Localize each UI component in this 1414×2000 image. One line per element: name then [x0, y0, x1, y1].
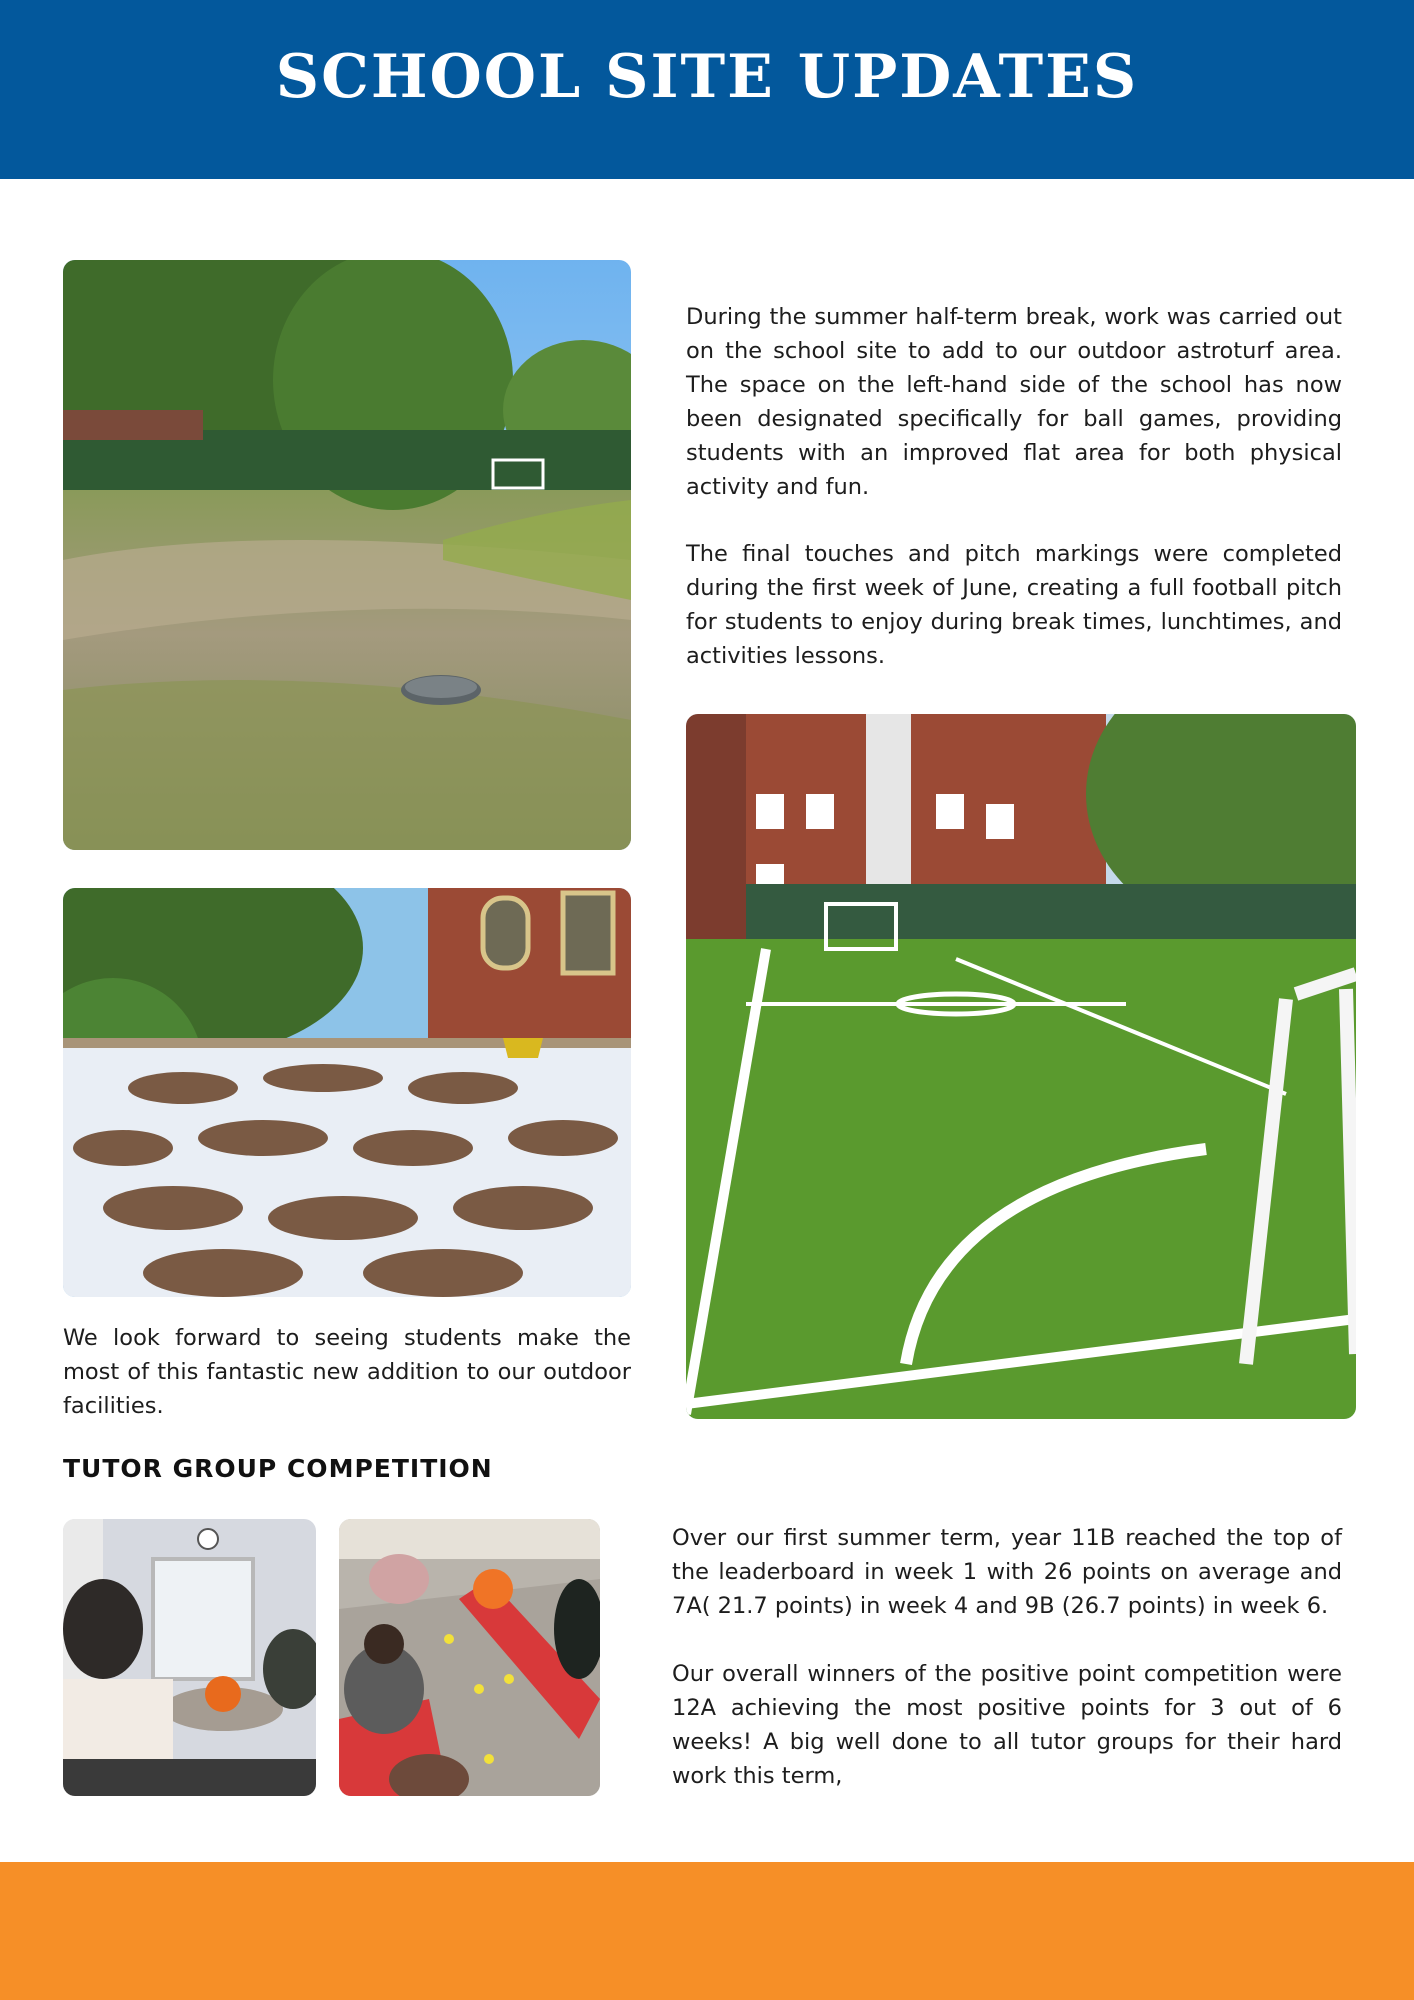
page-title: SCHOOL SITE UPDATES: [275, 42, 1139, 112]
tutor-group-paragraph-2: Our overall winners of the positive point competition were 12A achieving the most positive points for 3 out of 6 weeks! A big well done to all tutor groups for their hard work this term,: [672, 1661, 1342, 1789]
tutor-group-heading: TUTOR GROUP COMPETITION: [63, 1454, 493, 1483]
groundwork-photo: [63, 888, 631, 1297]
grass-area-photo: [63, 260, 631, 850]
page-footer: [0, 1862, 1414, 2000]
closing-paragraph: We look forward to seeing students make the most of this fantastic new addition to our outdoor facilities.: [63, 1325, 631, 1419]
tutor-group-paragraph-1: Over our first summer term, year 11B reached the top of the leaderboard in week 1 with 26 points on average and 7A( 21.7 points) in week 4 and 9B (26.7 points) in week 6.: [672, 1525, 1342, 1619]
page-header: [0, 0, 1414, 179]
students-activity-photo: [339, 1519, 600, 1796]
site-update-paragraph-1: During the summer half-term break, work was carried out on the school site to add to our outdoor astroturf area. The space on the left-hand side of the school has now been designated specifically for ball games, providing students with an improved flat area for both physical activity and fun.: [686, 304, 1342, 500]
football-pitch-photo: [686, 714, 1356, 1419]
tutor-room-photo: [63, 1519, 316, 1796]
site-update-paragraph-2: The final touches and pitch markings were completed during the first week of June, creating a full football pitch for students to enjoy during break times, lunchtimes, and activities lessons.: [686, 541, 1342, 669]
